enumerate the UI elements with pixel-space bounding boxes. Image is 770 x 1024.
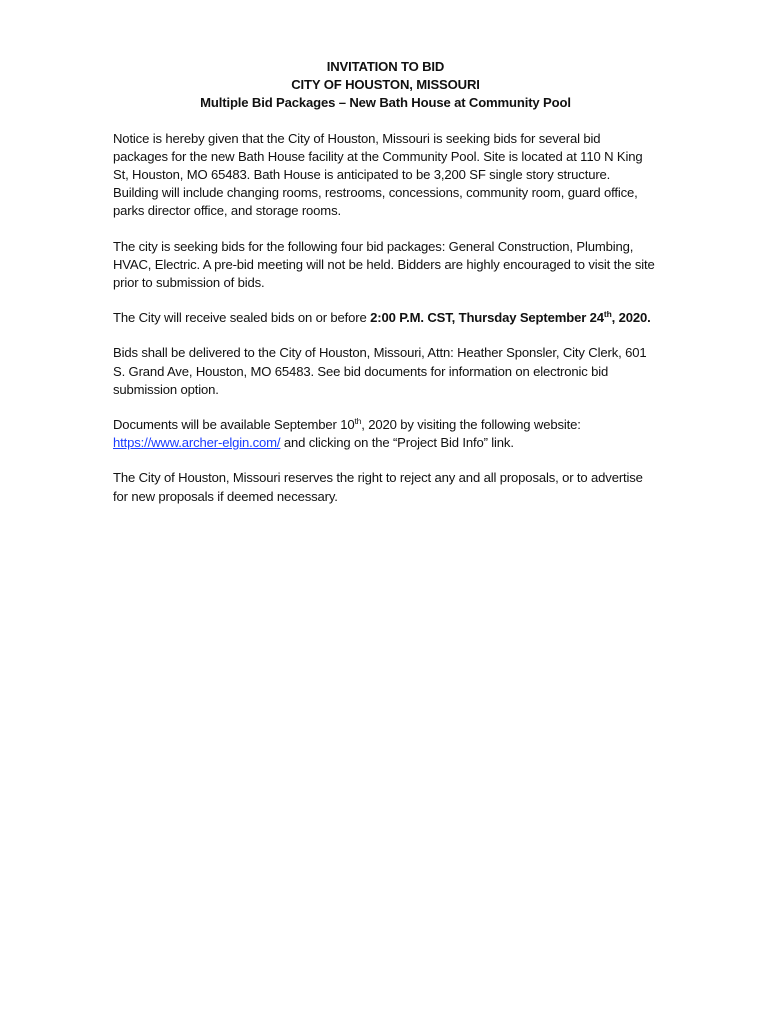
notice-paragraph: Notice is hereby given that the City of Houston, Missouri is seeking bids for several bid packages for the new Bath House facility at the Community Pool. Site is located at 110 N King St, Houston, MO 65483. Bath House is anticipated to be 3,200 SF single story structure. Building will include changing rooms, restrooms, concessions, community room, guard office, parks director office, and storage rooms. — [113, 130, 643, 219]
documents-lead: Documents will be available September 10 — [113, 417, 355, 433]
documents-mid: , 2020 by visiting the following website: — [361, 417, 581, 433]
deadline-ordinal: th — [603, 309, 612, 320]
deadline-main: 2:00 P.M. CST, Thursday September 24 — [370, 310, 604, 326]
heading-subtitle: Multiple Bid Packages – New Bath House at Community Pool — [200, 95, 571, 111]
documents-paragraph — [113, 416, 658, 452]
documents-tail: and clicking on the “Project Bid Info” link. — [280, 435, 514, 451]
document-body — [113, 58, 658, 506]
heading-city: CITY OF HOUSTON, MISSOURI — [291, 77, 480, 93]
heading-title: INVITATION TO BID — [326, 59, 445, 74]
documents-ordinal: th — [354, 416, 362, 427]
bid-packages-paragraph: The city is seeking bids for the following four bid packages: General Construction, Plumbing, HVAC, Electric. A pre-bid meeting will not be held. Bidders are highly encouraged to visit the site prior to submission of bids. — [113, 238, 655, 291]
deadline-date — [370, 310, 651, 325]
delivery-paragraph: Bids shall be delivered to the City of Houston, Missouri, Attn: Heather Sponsler, City Clerk, 601 S. Grand Ave, Houston, MO 65483. See bid documents for information on electronic bid submission option. — [113, 345, 647, 397]
reservation-paragraph: The City of Houston, Missouri reserves the right to reject any and all proposals, or to advertise for new proposals if deemed necessary. — [113, 470, 643, 504]
deadline-year: , 2020. — [611, 310, 651, 326]
website-link[interactable]: https://www.archer-elgin.com/ — [113, 435, 281, 451]
document-heading — [113, 58, 658, 113]
deadline-lead: The City will receive sealed bids on or before — [113, 310, 371, 326]
deadline-paragraph — [113, 309, 658, 327]
